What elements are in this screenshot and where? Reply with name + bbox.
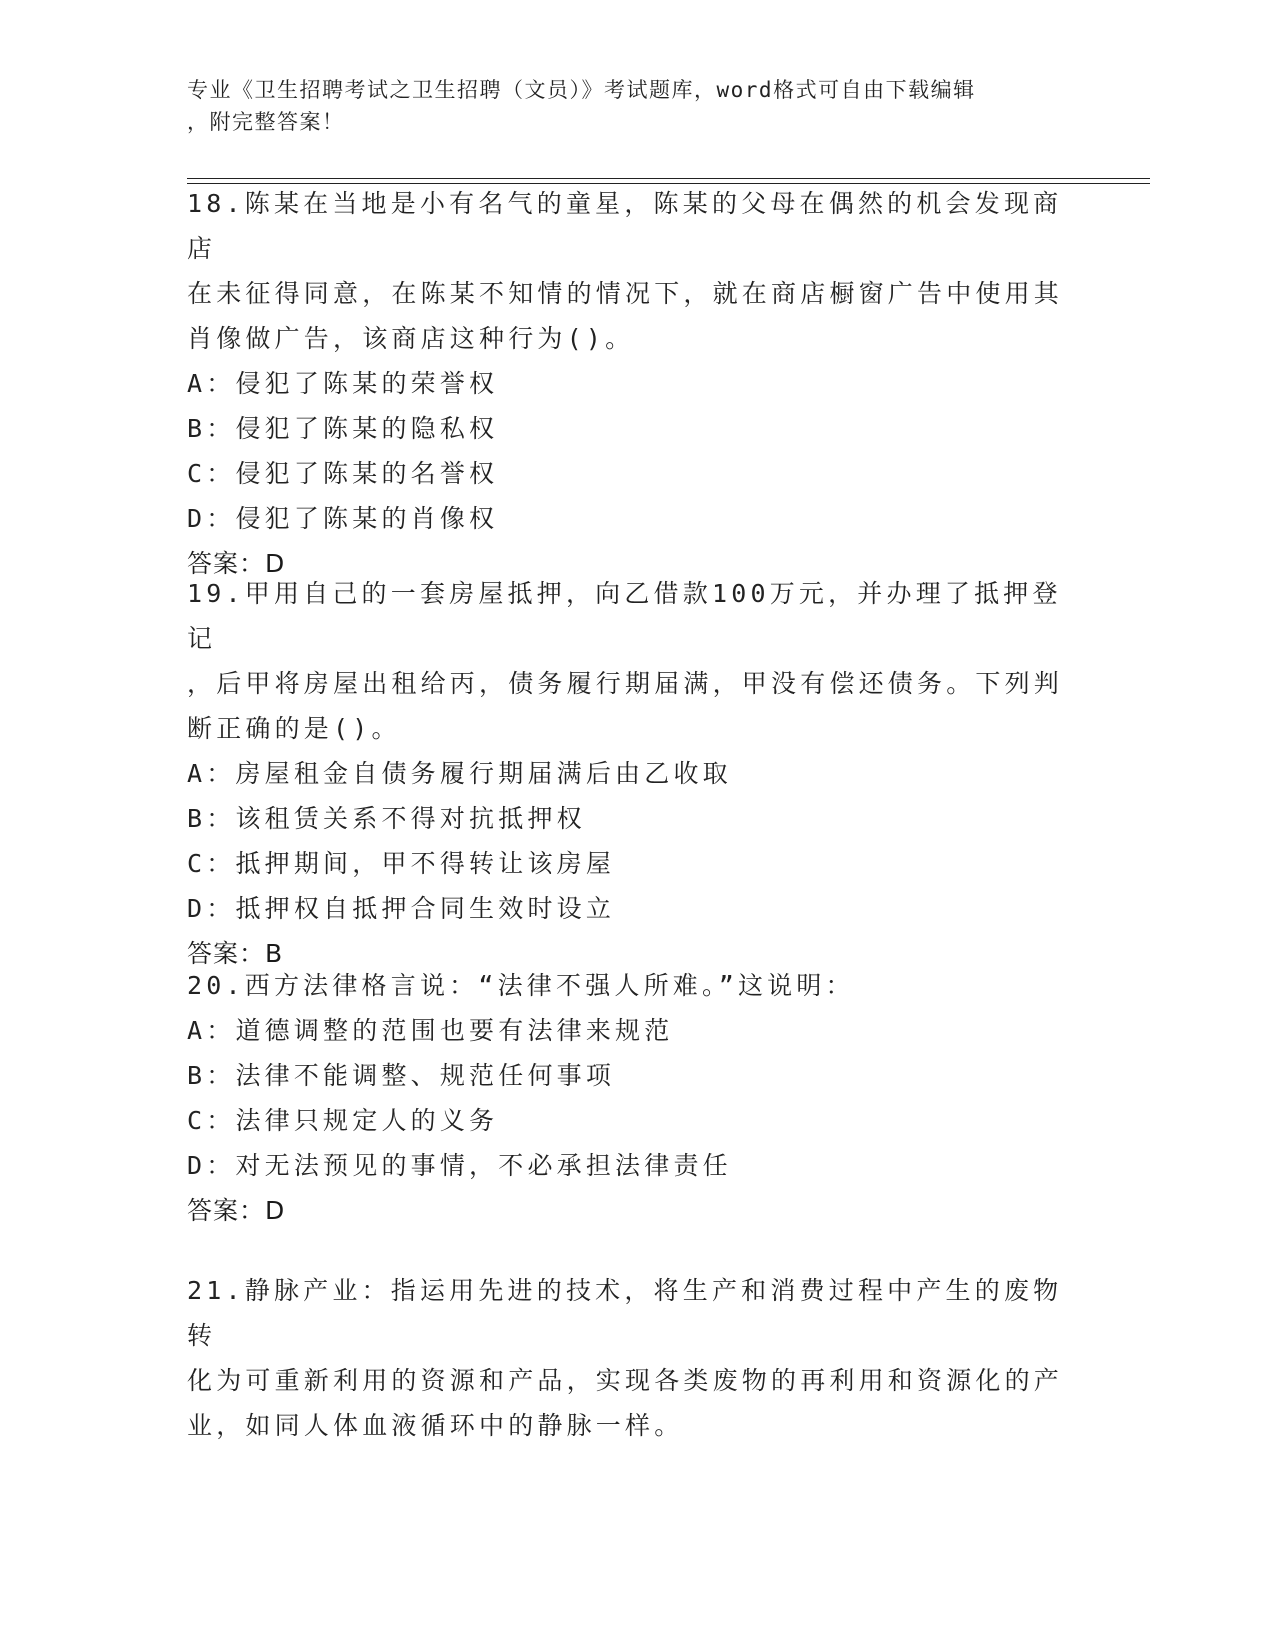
option-b: B：法律不能调整、规范任何事项 [187,1061,616,1090]
answer-line: 答案：D [187,549,286,578]
option-a: A：侵犯了陈某的荣誉权 [187,369,499,398]
question-stem-line: 肖像做广告，该商店这种行为()。 [187,324,635,353]
option-c: C：抵押期间，甲不得转让该房屋 [187,849,616,878]
header-divider-top [187,178,1150,179]
option-a: A：房屋租金自债务履行期届满后由乙收取 [187,759,732,788]
question-stem-line: 18.陈某在当地是小有名气的童星，陈某的父母在偶然的机会发现商店 [187,189,1063,263]
option-d: D：抵押权自抵押合同生效时设立 [187,894,616,923]
option-c: C：法律只规定人的义务 [187,1106,499,1135]
option-d: D：对无法预见的事情，不必承担法律责任 [187,1151,732,1180]
document-header [187,74,1067,138]
answer-line: 答案：B [187,939,284,968]
answer-line: 答案：D [187,1196,286,1225]
option-c: C：侵犯了陈某的名誉权 [187,459,499,488]
option-b: B：侵犯了陈某的隐私权 [187,414,499,443]
question-stem-line: 19.甲用自己的一套房屋抵押，向乙借款100万元，并办理了抵押登记 [187,579,1062,653]
option-b: B：该租赁关系不得对抗抵押权 [187,804,586,833]
question-stem-line: ，后甲将房屋出租给丙，债务履行期届满，甲没有偿还债务。下列判 [187,669,1064,698]
question-21 [187,1268,1087,1448]
question-stem-line: 业，如同人体血液循环中的静脉一样。 [187,1411,684,1440]
question-stem-line: 化为可重新利用的资源和产品，实现各类废物的再利用和资源化的产 [187,1366,1064,1395]
question-stem-line: 21.静脉产业：指运用先进的技术，将生产和消费过程中产生的废物转 [187,1276,1063,1350]
question-stem-line: 断正确的是()。 [187,714,401,743]
question-18 [187,181,1087,586]
option-a: A：道德调整的范围也要有法律来规范 [187,1016,674,1045]
question-20 [187,963,1087,1233]
question-stem-line: 20.西方法律格言说：“法律不强人所难。”这说明： [187,971,855,1000]
option-d: D：侵犯了陈某的肖像权 [187,504,499,533]
question-19 [187,571,1087,976]
question-stem-line: 在未征得同意，在陈某不知情的情况下，就在商店橱窗广告中使用其 [187,279,1064,308]
header-line-1: 专业《卫生招聘考试之卫生招聘（文员）》考试题库，word格式可自由下载编辑 [187,78,976,102]
header-line-2: ，附完整答案！ [187,110,345,134]
